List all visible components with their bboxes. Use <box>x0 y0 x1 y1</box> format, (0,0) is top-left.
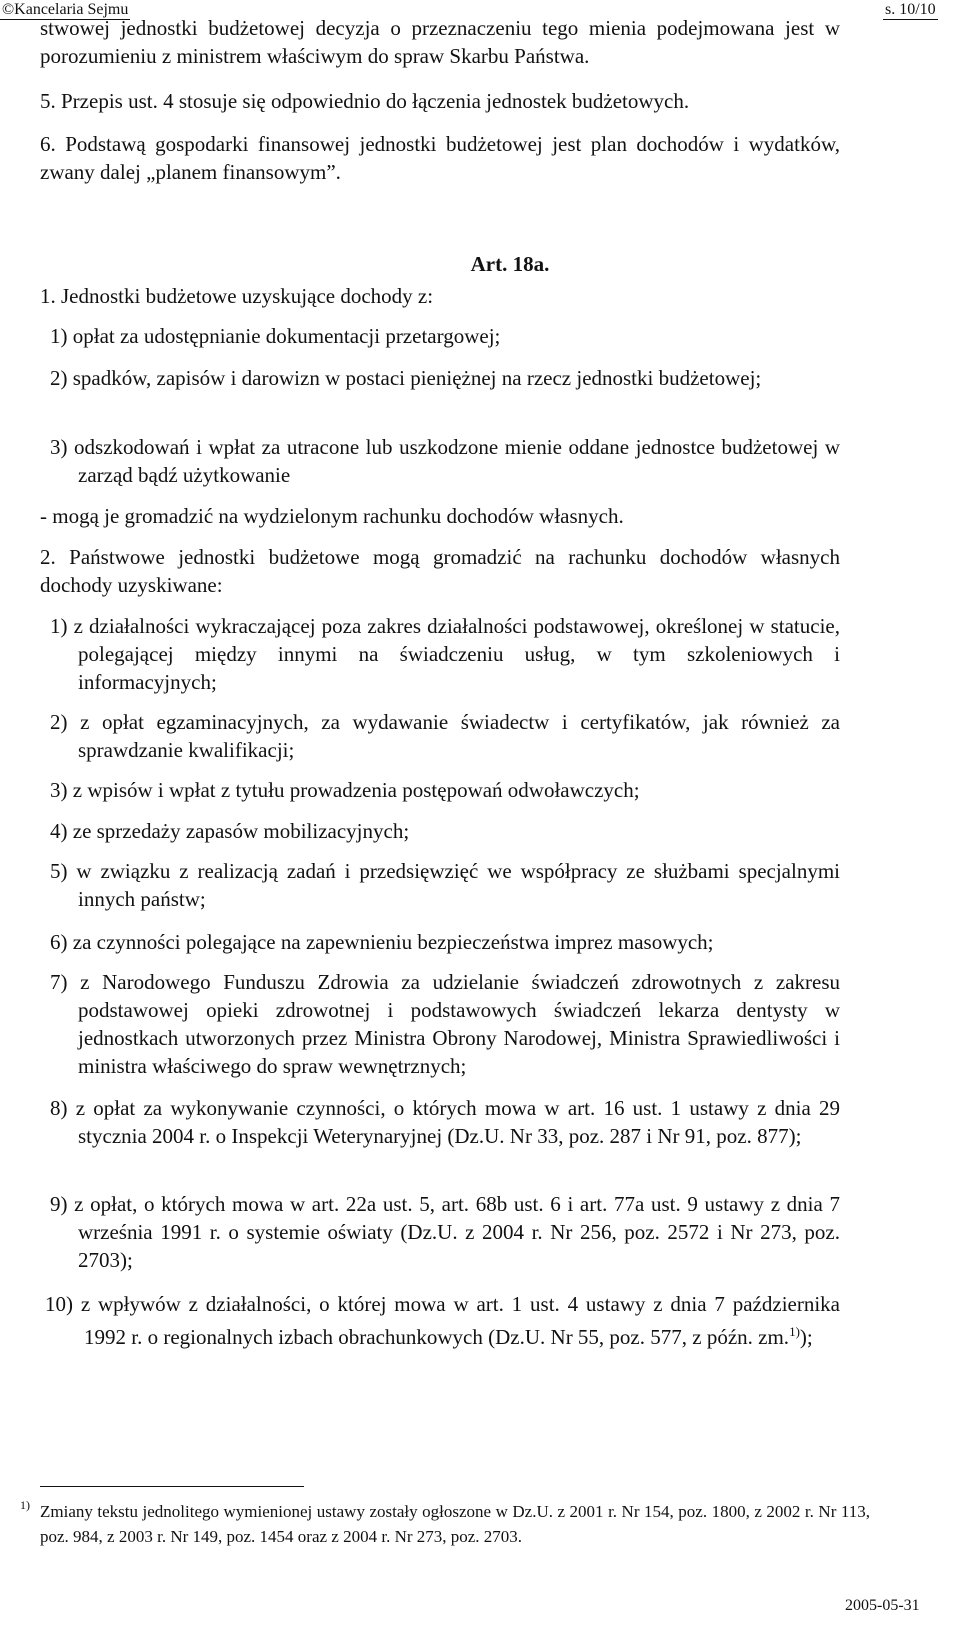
section1-item-1: 1) opłat za udostępnianie dokumentacji przetargowej; <box>50 324 501 348</box>
footnote-text: Zmiany tekstu jednolitego wymienionej ustawy zostały ogłoszone w Dz.U. z 2001 r. Nr 154, poz. 1800, z 2002 r. Nr 113, poz. 984, z 2003 r. Nr 149, poz. 1454 oraz z 2004 r. Nr 273, poz. 2703. <box>40 1502 870 1546</box>
footnote-separator <box>40 1486 304 1487</box>
section2-item-5: 5) w związku z realizacją zadań i przedsięwzięć we współpracy ze służbami specjalnymi innych państw; <box>50 859 840 911</box>
footnote-marker: 1) <box>20 1498 30 1512</box>
footnote <box>20 1499 870 1549</box>
section1-item-2: 2) spadków, zapisów i darowizn w postaci pieniężnej na rzecz jednostki budżetowej; <box>50 366 762 390</box>
footer-date: 2005-05-31 <box>845 1597 920 1614</box>
item10-tail: ); <box>799 1325 813 1349</box>
section1-item-3: 3) odszkodowań i wpłat za utracone lub uszkodzone mienie oddane jednostce budżetowej w zarząd bądź użytkowanie <box>50 435 840 487</box>
header-publisher: ©Kancelaria Sejmu <box>2 1 129 18</box>
section2-item-4: 4) ze sprzedaży zapasów mobilizacyjnych; <box>50 819 410 843</box>
section2-item-1: 1) z działalności wykraczającej poza zakres działalności podstawowej, określonej w statucie, polegającej między innymi na świadczeniu usług, w tym szkoleniowych i informacyjnych; <box>50 614 840 694</box>
paragraph-5: 5. Przepis ust. 4 stosuje się odpowiednio do łączenia jednostek budżetowych. <box>40 89 690 113</box>
section2-item-9: 9) z opłat, o których mowa w art. 22a ust. 5, art. 68b ust. 6 i art. 77a ust. 9 ustawy z dnia 7 września 1991 r. o systemie oświaty (Dz.U. z 2004 r. Nr 256, poz. 2572 i Nr 273, poz. 2703); <box>50 1192 840 1272</box>
section1-intro: 1. Jednostki budżetowe uzyskujące dochody z: <box>40 284 434 308</box>
section2-item-7: 7) z Narodowego Funduszu Zdrowia za udzielanie świadczeń zdrowotnych z zakresu podstawowej opieki zdrowotnej i podstawowych świadczeń lekarza dentysty w jednostkach utworzonych przez Ministra Obrony Narodowej, Ministra Sprawiedliwości i ministra właściwego do spraw wewnętrznych; <box>50 970 840 1078</box>
article-title: Art. 18a. <box>470 252 550 276</box>
section1-closing: - mogą je gromadzić na wydzielonym rachunku dochodów własnych. <box>40 504 624 528</box>
section2-item-10 <box>45 1290 840 1351</box>
item10-text: 10) z wpływów z działalności, o której mowa w art. 1 ust. 4 ustawy z dnia 7 października 1992 r. o regionalnych izbach obrachunkowych (Dz.U. Nr 55, poz. 577, z późn. zm. <box>45 1292 840 1349</box>
section2-intro: 2. Państwowe jednostki budżetowe mogą gromadzić na rachunku dochodów własnych dochody uzyskiwane: <box>40 545 840 597</box>
section2-item-6: 6) za czynności polegające na zapewnieniu bezpieczeństwa imprez masowych; <box>50 930 714 954</box>
section2-item-8: 8) z opłat za wykonywanie czynności, o których mowa w art. 16 ust. 1 ustawy z dnia 29 stycznia 2004 r. o Inspekcji Weterynaryjnej (Dz.U. Nr 33, poz. 287 i Nr 91, poz. 877); <box>50 1096 840 1148</box>
header-page-number: s. 10/10 <box>885 1 936 18</box>
footnote-reference: 1) <box>789 1324 800 1339</box>
section2-item-3: 3) z wpisów i wpłat z tytułu prowadzenia postępowań odwoławczych; <box>50 778 640 802</box>
paragraph-continuation: stwowej jednostki budżetowej decyzja o przeznaczeniu tego mienia podejmowana jest w porozumieniu z ministrem właściwym do spraw Skarbu Państwa. <box>40 16 840 68</box>
section2-item-2: 2) z opłat egzaminacyjnych, za wydawanie świadectw i certyfikatów, jak również za sprawdzanie kwalifikacji; <box>50 710 840 762</box>
paragraph-6: 6. Podstawą gospodarki finansowej jednostki budżetowej jest plan dochodów i wydatków, zwany dalej „planem finansowym”. <box>40 132 840 184</box>
